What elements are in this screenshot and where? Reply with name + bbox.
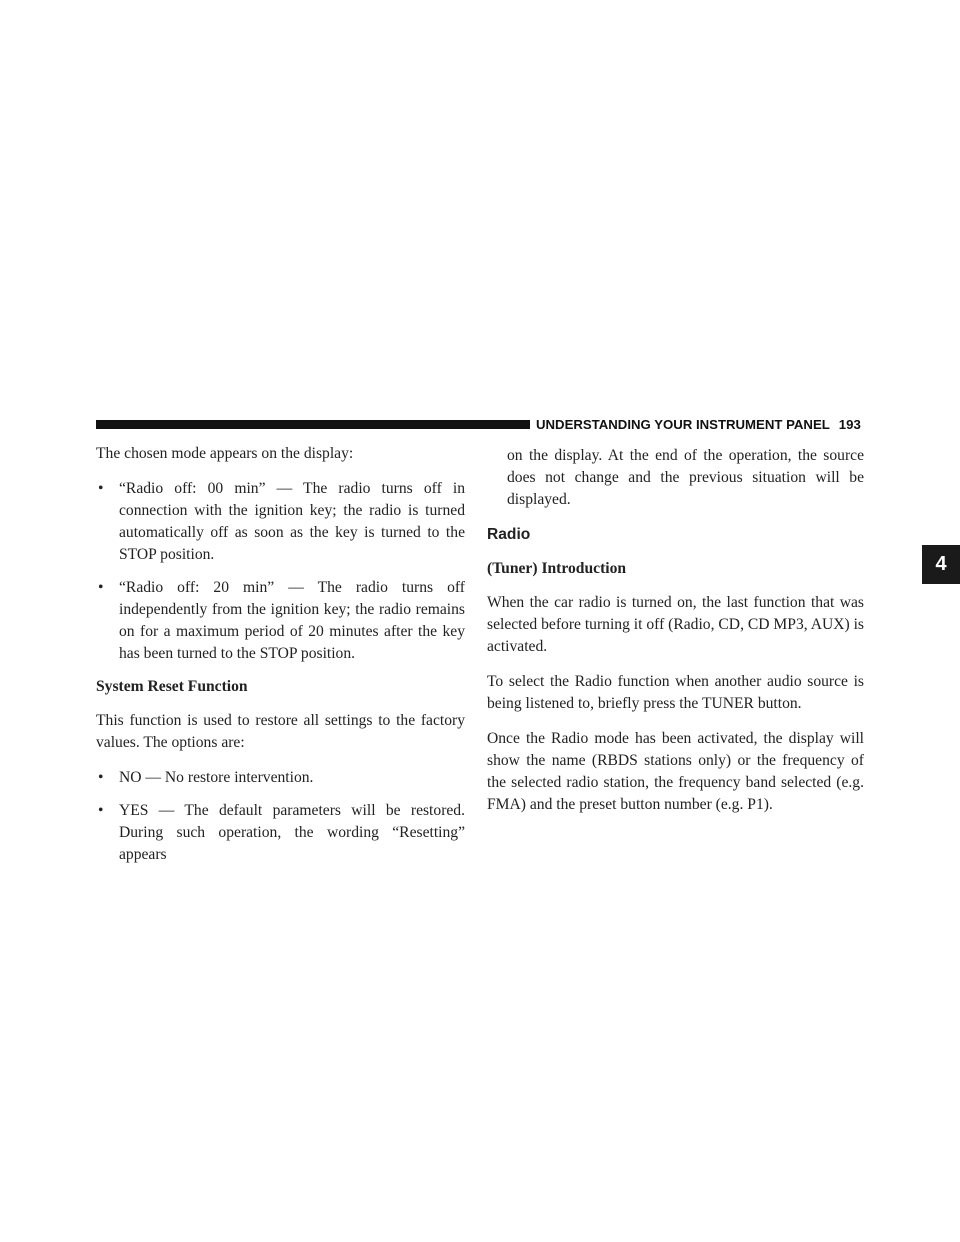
bullet-item — [96, 577, 465, 665]
left-column — [96, 443, 465, 877]
body-paragraph: Once the Radio mode has been activated, the display will show the name (RBDS stations only) or the frequency of the selected radio station, the frequency band selected (e.g. FMA) and the preset button number (e.g. P1). — [487, 730, 864, 813]
bullet-marker: • — [98, 480, 104, 497]
system-reset-heading: System Reset Function — [96, 678, 248, 695]
tuner-intro-heading: (Tuner) Introduction — [487, 560, 627, 577]
right-column — [487, 445, 864, 829]
bullet-marker: • — [98, 802, 104, 819]
intro-paragraph: The chosen mode appears on the display: — [96, 445, 354, 462]
continued-bullet-text: on the display. At the end of the operation, the source does not change and the previous situation will be displayed. — [507, 447, 864, 508]
bullet-marker: • — [98, 769, 104, 786]
bullet-text: NO — No restore intervention. — [119, 769, 314, 786]
chapter-tab[interactable]: 4 — [922, 545, 960, 584]
body-paragraph: To select the Radio function when another audio source is being listened to, briefly press the TUNER button. — [487, 673, 864, 712]
bullet-item — [96, 767, 465, 789]
section-title: UNDERSTANDING YOUR INSTRUMENT PANEL — [536, 417, 830, 432]
page-number: 193 — [838, 417, 861, 432]
body-paragraph: When the car radio is turned on, the last function that was selected before turning it off (Radio, CD, CD MP3, AUX) is activated. — [487, 594, 864, 655]
header-rule-bar — [96, 420, 530, 429]
bullet-text: “Radio off: 00 min” — The radio turns off in connection with the ignition key; the radio is turned automatically off as soon as the key is turned to the STOP position. — [119, 480, 465, 563]
bullet-item — [96, 800, 465, 866]
bullet-text: “Radio off: 20 min” — The radio turns off independently from the ignition key; the radio remains on for a maximum period of 20 minutes after the key has been turned to the STOP position. — [119, 579, 465, 662]
radio-section-heading: Radio — [487, 526, 531, 543]
bullet-text: YES — The default parameters will be restored. During such operation, the wording “Resetting” appears — [119, 802, 465, 863]
running-header — [536, 418, 866, 432]
bullet-item — [96, 478, 465, 566]
system-reset-paragraph: This function is used to restore all settings to the factory values. The options are: — [96, 712, 465, 751]
bullet-marker: • — [98, 579, 104, 596]
